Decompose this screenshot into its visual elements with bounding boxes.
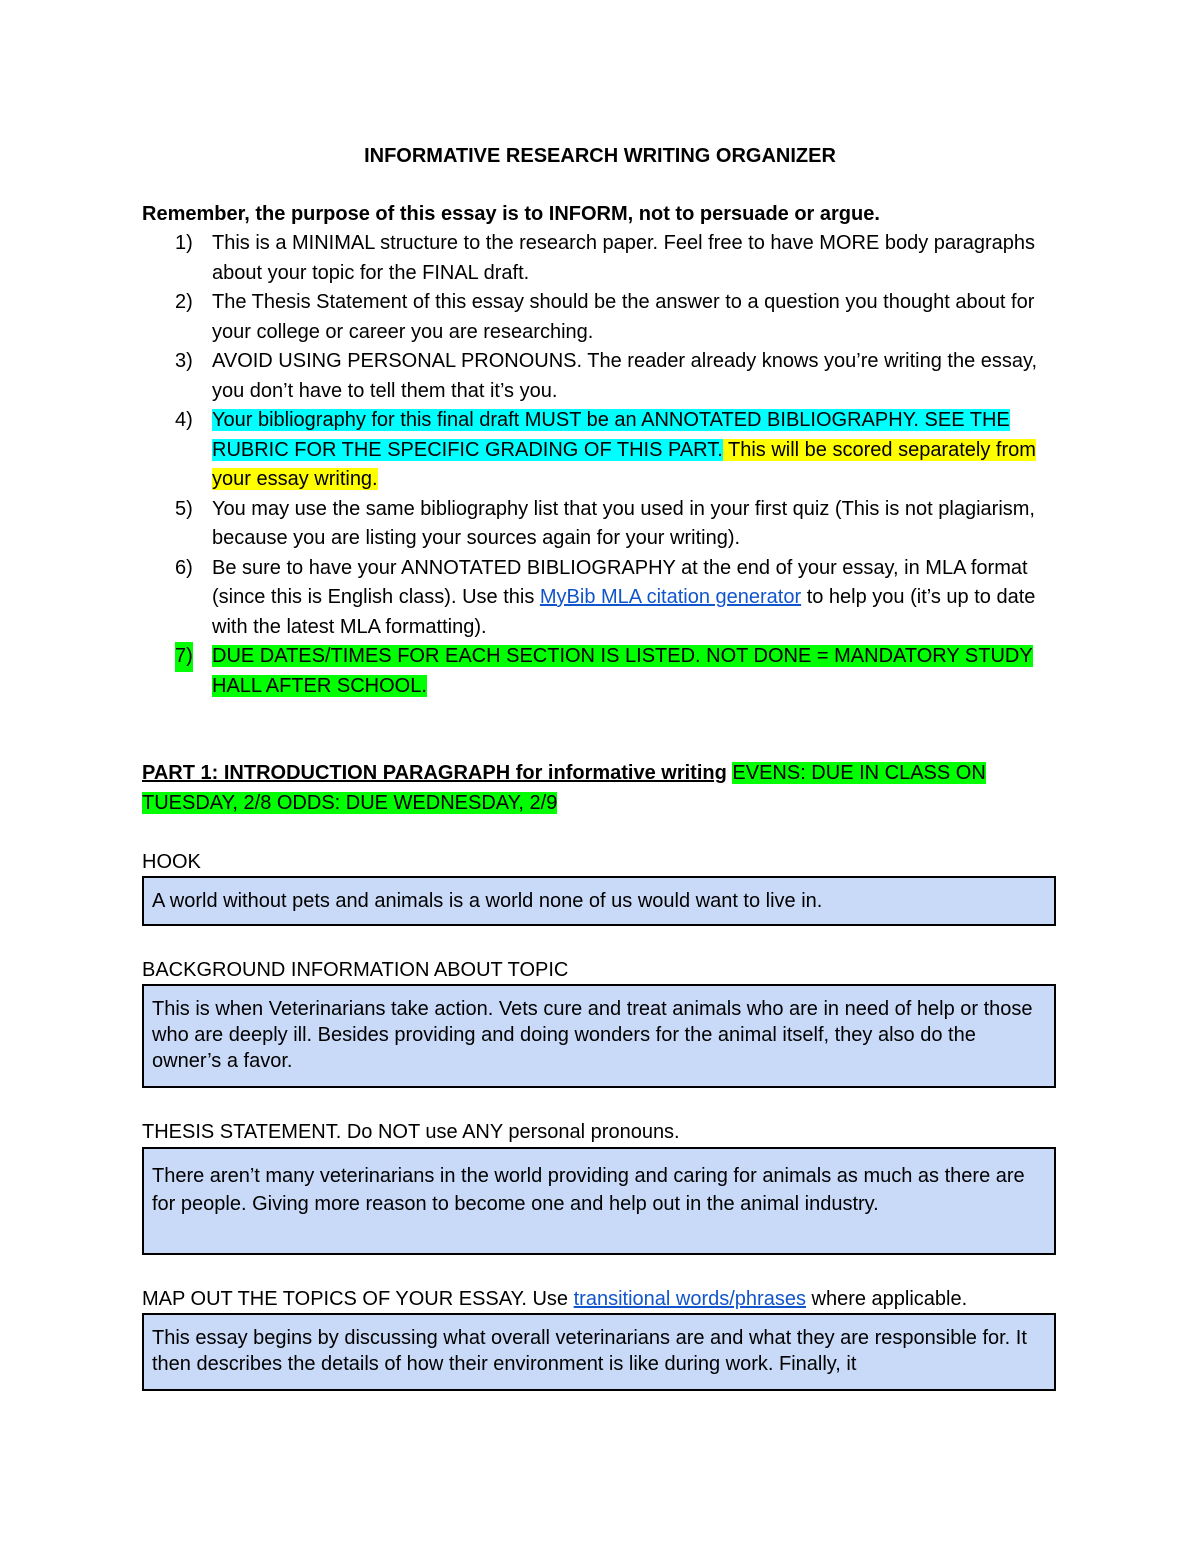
list-item xyxy=(142,495,1042,554)
mybib-citation-link[interactable]: MyBib MLA citation generator xyxy=(539,586,802,608)
highlight-green-text: DUE DATES/TIMES FOR EACH SECTION IS LISTED. NOT DONE = MANDATORY STUDY HALL AFTER SCHOOL. xyxy=(212,645,1033,697)
list-item-text: This is a MINIMAL structure to the research paper. Feel free to have MORE body paragraphs about your topic for the FINAL draft. xyxy=(212,232,1035,284)
list-item-text: AVOID USING PERSONAL PRONOUNS. The reader already knows you’re writing the essay, you don’t have to tell them that it’s you. xyxy=(212,350,1038,402)
list-item xyxy=(142,642,1042,701)
list-item-text: Be sure to have your ANNOTATED BIBLIOGRAPHY at the end of your essay, in MLA format (since this is English class). Use this xyxy=(212,556,1028,608)
background-label: BACKGROUND INFORMATION ABOUT TOPIC xyxy=(142,959,569,981)
part1-heading: PART 1: INTRODUCTION PARAGRAPH for informative writing xyxy=(142,762,727,784)
part1-due-dates: EVENS: DUE IN CLASS ON TUESDAY, 2/8 ODDS: DUE WEDNESDAY, 2/9 xyxy=(142,762,986,814)
list-number: 1) xyxy=(175,232,193,254)
list-item xyxy=(142,554,1042,643)
list-number: 2) xyxy=(175,291,193,313)
hook-label: HOOK xyxy=(142,851,201,873)
part1-header xyxy=(142,758,1062,818)
map-label-text-after: where applicable. xyxy=(805,1288,968,1310)
transitional-words-link[interactable]: transitional words/phrases xyxy=(573,1288,806,1310)
document-title: INFORMATIVE RESEARCH WRITING ORGANIZER xyxy=(364,145,836,167)
map-label-text: MAP OUT THE TOPICS OF YOUR ESSAY. Use xyxy=(142,1288,574,1310)
map-label xyxy=(142,1286,967,1312)
background-textbox[interactable]: This is when Veterinarians take action. Vets cure and treat animals who are in need of help or those who are deeply ill. Besides providing and doing wonders for the animal itself, they also do the owner’s a favor. xyxy=(142,984,1056,1088)
list-item xyxy=(142,229,1042,288)
map-textbox[interactable]: This essay begins by discussing what overall veterinarians are and what they are responsible for. It then describes the details of how their environment is like during work. Finally, it xyxy=(142,1313,1056,1391)
list-item-text-after: to help you (it’s up to date with the latest MLA formatting). xyxy=(212,586,1036,638)
list-number: 7) xyxy=(175,642,193,672)
list-item xyxy=(142,288,1042,347)
list-item xyxy=(142,406,1042,495)
list-number: 3) xyxy=(175,350,193,372)
list-number: 4) xyxy=(175,409,193,431)
thesis-textbox[interactable]: There aren’t many veterinarians in the world providing and caring for animals as much as there are for people. Giving more reason to become one and help out in the animal industry. xyxy=(142,1147,1056,1255)
list-item xyxy=(142,347,1042,406)
highlight-cyan-text: Your bibliography for this final draft MUST be an ANNOTATED BIBLIOGRAPHY. SEE THE RUBRIC FOR THE SPECIFIC GRADING OF THIS PART. xyxy=(212,409,1010,461)
list-item-text: The Thesis Statement of this essay should be the answer to a question you thought about for your college or career you are researching. xyxy=(212,291,1035,343)
list-number: 6) xyxy=(175,556,193,579)
list-item-text: You may use the same bibliography list that you used in your first quiz (This is not plagiarism, because you are listing your sources again for your writing). xyxy=(212,497,1035,549)
instructions-list xyxy=(142,229,1042,701)
list-number: 5) xyxy=(175,497,193,520)
highlight-yellow-text: This will be scored separately from your essay writing. xyxy=(212,438,1036,490)
hook-textbox[interactable]: A world without pets and animals is a world none of us would want to live in. xyxy=(142,876,1056,926)
thesis-label: THESIS STATEMENT. Do NOT use ANY personal pronouns. xyxy=(142,1121,680,1143)
reminder-text: Remember, the purpose of this essay is to INFORM, not to persuade or argue. xyxy=(142,203,880,225)
